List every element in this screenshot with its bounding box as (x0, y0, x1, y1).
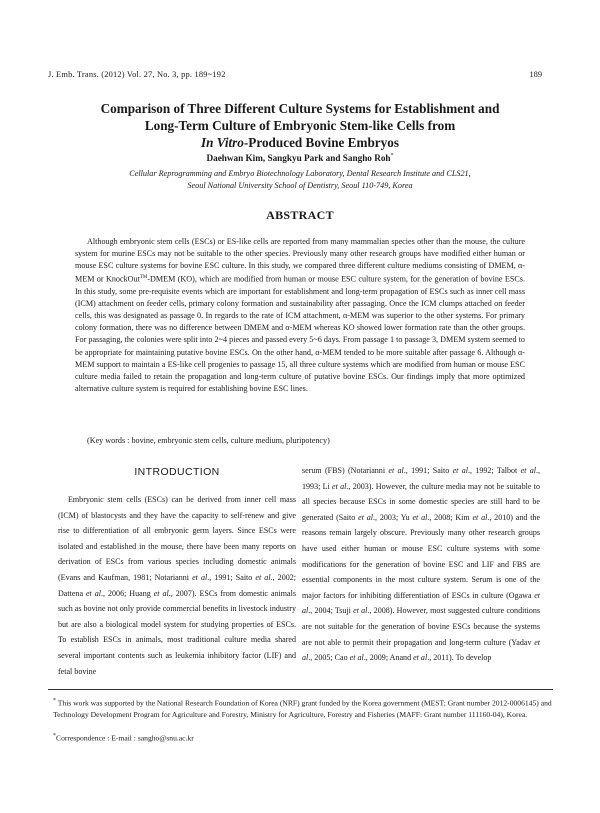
intro-text-run: ., 2006; Huang (101, 588, 154, 598)
et-al-italic: et al (520, 466, 536, 475)
author-names: Daehwan Kim, Sangkyu Park and Sangho Roh (206, 153, 391, 164)
page-number: 189 (529, 70, 542, 79)
title-line-1: Comparison of Three Different Culture Systems for Establishment and (100, 101, 500, 116)
title-line-3-rest: -Produced Bovine Embryos (243, 135, 399, 150)
title-line-2: Long-Term Culture of Embryonic Stem-like Cells from (144, 118, 456, 133)
et-al-italic: et al (302, 637, 540, 663)
journal-citation: J. Emb. Trans. (2012) Vol. 27, No. 3, pp. 189~192 (48, 70, 226, 79)
intro-text-run: ., 1992; Talbot (468, 466, 521, 475)
intro-text-run: ., 2009; Anand (363, 653, 414, 663)
et-al-italic: et al (452, 466, 468, 475)
et-al-italic: et al (472, 512, 488, 522)
affiliation-line-1: Cellular Reprogramming and Embryo Biotechnology Laboratory, Dental Research Institute and CLS21, (129, 169, 471, 178)
intro-text-run: serum (FBS) (Notarianni (302, 466, 389, 475)
et-al-italic: et al (349, 653, 364, 663)
et-al-italic: et al (353, 606, 368, 616)
intro-text-run: Embryonic stem cells (ESCs) can be derived from inner cell mass (ICM) of blastocysts and they have the capacity to self-renew and give rise to differentiation of all embryonic germ layers. Since ESCs were isolated and established in the mouse, there have been many reports on derivation of ESCs from various species including domestic animals (Evans and Kaufman, 1981; Notarianni (58, 495, 296, 582)
introduction-right-paragraph (302, 463, 540, 666)
et-al-italic: et al (153, 588, 169, 598)
author-list (40, 153, 560, 163)
abstract-text-part-1: Although embryonic stem cells (ESCs) or ES-like cells are reported from many mammalian species other than the mouse, the culture system for murine ESCs may not be suitable to the other species. Previously many other research groups have modified either human or mouse ESC culture systems for bovine ESC culture. In this study, we compared three different culture mediums consisting of DMEM, α-MEM or KnockOut (75, 237, 525, 284)
title-italic-part: In Vitro (201, 135, 244, 150)
intro-text-run: ., 2011). To develop (427, 653, 492, 663)
keywords: (Key words : bovine, embryonic stem cells, culture medium, pluripotency) (87, 436, 330, 445)
title-line-3 (40, 134, 560, 151)
intro-text-run: ., 1993; Li (302, 466, 541, 491)
intro-text-run: ., 2003). However, the culture media may not be suitable to all species because ESCs in some domestic species are still hard to be generated (Saito (302, 481, 540, 522)
right-column (302, 463, 540, 666)
et-al-italic: et al (412, 512, 428, 522)
et-al-italic: et al (388, 466, 404, 475)
et-al-italic: et al (255, 572, 271, 582)
paper-title (40, 100, 560, 151)
left-column (58, 465, 296, 679)
abstract-body (75, 236, 525, 395)
funding-footnote-mark: * (53, 698, 56, 704)
et-al-italic: et al (332, 481, 347, 491)
abstract-heading: ABSTRACT (266, 208, 334, 222)
affiliation (40, 168, 560, 192)
intro-text-run: ., 2002; Dattena (58, 572, 297, 598)
intro-text-run: ., 1991; Saito (403, 466, 453, 475)
corresponding-author-mark: * (390, 153, 394, 159)
affiliation-line-2: Seoul National University School of Dentistry, Seoul 110-749, Korea (187, 181, 413, 190)
et-al-italic: et al (358, 512, 374, 522)
et-al-italic: et al (413, 653, 428, 663)
intro-text-run: ., 2008; Kim (427, 512, 473, 522)
intro-text-run: ., 2004; Tsuji (308, 606, 354, 616)
et-al-italic: et al (302, 590, 540, 616)
introduction-left-paragraph (58, 492, 296, 679)
intro-text-run: ., 2007). ESCs from domestic animals such as bovine not only provide commercial benefits in livestock industry but are also a biological model system for studying properties of ESCs. To establish ESCs in animals, most traditional culture media shared several important contents such as leukemia inhibitory factor (LIF) and fetal bovine (58, 588, 296, 676)
intro-text-run: ., 2003; Yu (373, 512, 413, 522)
trademark-mark: TM (139, 275, 148, 281)
intro-text-run: ., 2005; Cao (308, 653, 350, 663)
correspondence-footnote-mark: * (53, 733, 56, 739)
et-al-italic: et al (85, 588, 102, 598)
intro-text-run: ., 2008). However, most suggested culture conditions are not suitable for the generation of bovine ESCs because the systems are not able to permit their propagation and long-term culture (Yadav (302, 606, 540, 647)
intro-text-run: ., 1991; Saito (207, 572, 256, 582)
intro-text-run: ., 2010) and the reasons remain largely obscure. Previously many other research groups have used either human or mouse ESC culture systems with some modifications for the generation of bovine ESC and LIF and FBS are essential components in the most culture system. Serum is one of the major factors for inhibiting differentiation of ESCs in culture (Ogawa (302, 512, 541, 600)
introduction-heading: INTRODUCTION (134, 466, 220, 478)
et-al-italic: et al (192, 572, 208, 582)
correspondence-footnote (53, 733, 194, 743)
correspondence-text: Correspondence : E-mail : sangho@snu.ac.kr (56, 733, 194, 743)
footnote-divider (48, 689, 553, 690)
abstract-text-part-2: -DMEM (KO), which are modified from human or mouse ESC culture system, for the generation of bovine ESCs. In this study, some pre-requisite events which are important for establishment and long-term propagation of ESCs such as inner cell mass (ICM) attachment on feeder cells, primary colony formation and sustainability after passaging. Once the ICM clumps attached on feeder cells, this was designated as passage 0. In regards to the rate of ICM attachment, α-MEM was superior to the other systems. For primary colony formation, there was no difference between DMEM and α-MEM whereas KO showed lower formation rate than the other groups. For passaging, the colonies were split into 2~4 pieces and passed every 5~6 days. From passage 1 to passage 3, DMEM system seemed to be appropriate for maintaining putative bovine ESCs. On the other hand, α-MEM tended to be more suitable after passage 6. Although α-MEM support to maintain a ES-like cell progenies to passage 15, all three culture systems which are modified from human or mouse ESC culture media failed to retain the propagation and long-term culture of putative bovine ESCs. Our findings imply that more optimized alternative culture system is required for establishing bovine ESC lines. (75, 275, 525, 393)
funding-footnote-text: This work was supported by the National Research Foundation of Korea (NRF) grant funded by the Korea government (MEST; Grant number 2012-0006145) and Technology Development Program for Agriculture and Forestry, Ministry for Agriculture, Forestry and Fisheries (MAFF: Grant number 111160-04), Korea. (53, 698, 552, 719)
funding-footnote (53, 696, 553, 720)
